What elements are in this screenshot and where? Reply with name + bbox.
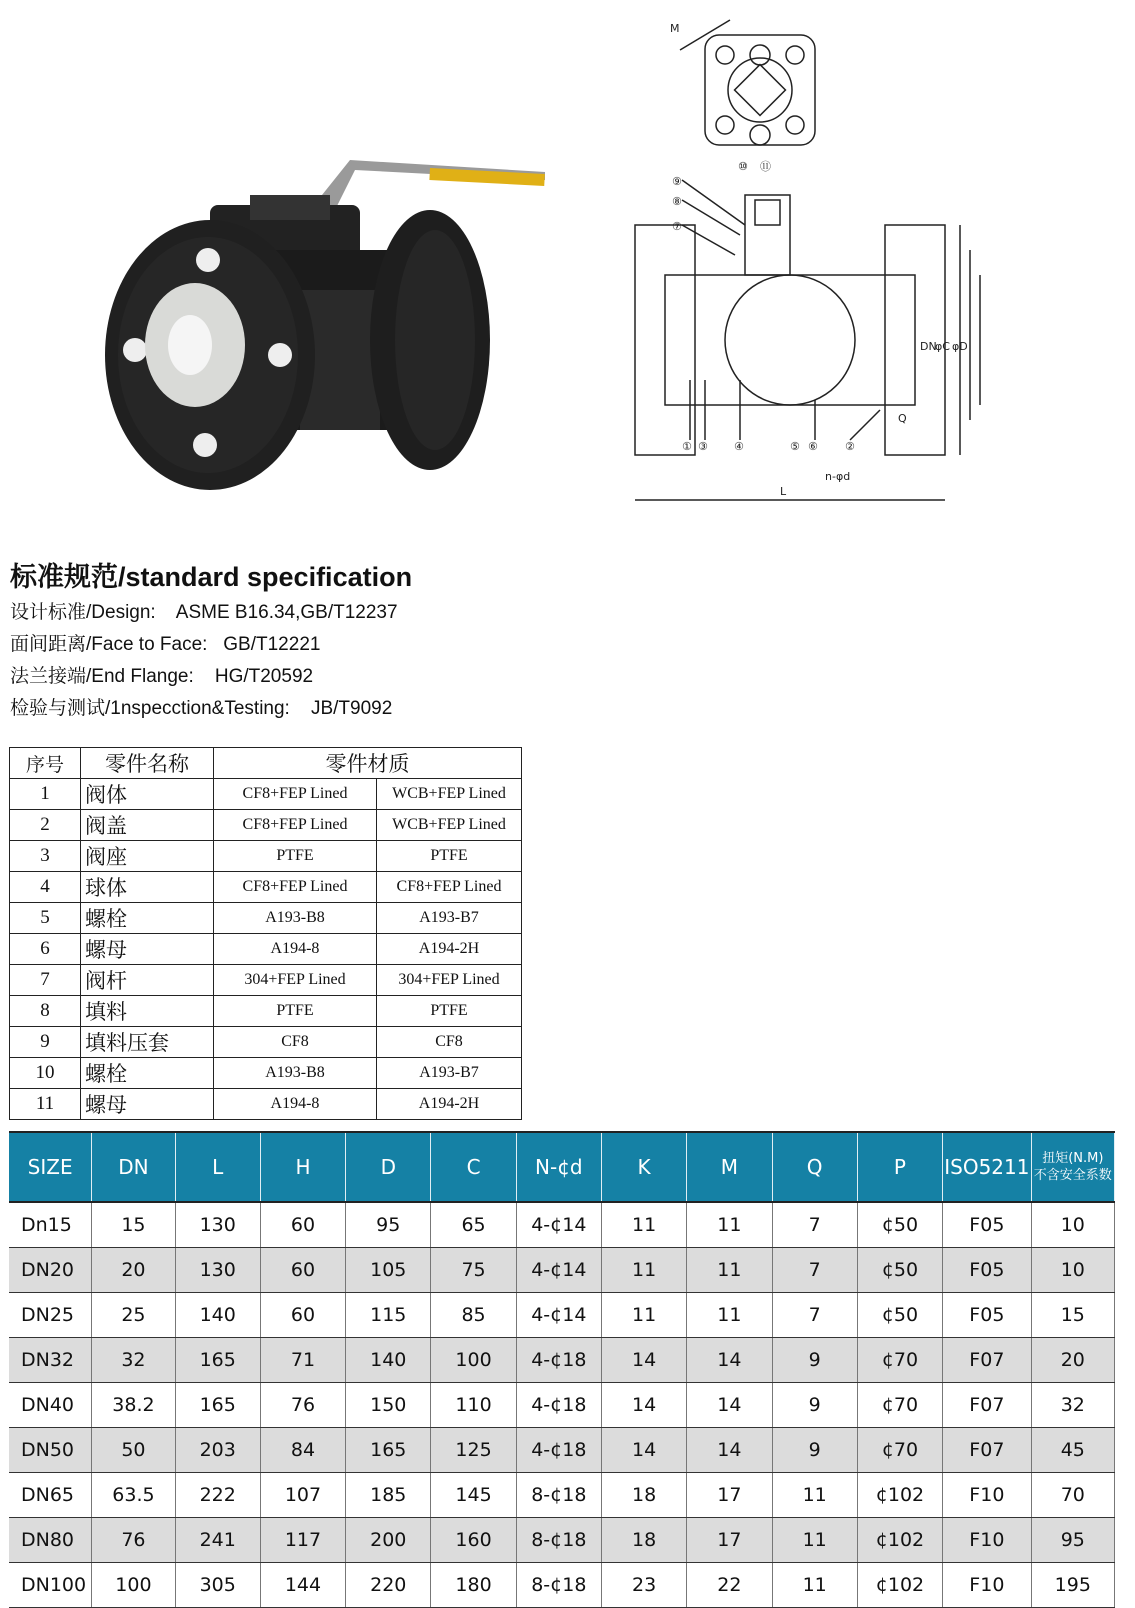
size-cell: 18 xyxy=(601,1473,686,1518)
size-cell: 14 xyxy=(601,1383,686,1428)
size-cell: 11 xyxy=(772,1473,857,1518)
spec-title: 标准规范/standard specification xyxy=(10,562,413,592)
size-cell: F10 xyxy=(943,1563,1032,1608)
size-col-7: K xyxy=(601,1132,686,1202)
size-cell: 130 xyxy=(175,1248,260,1293)
dim-d: φD xyxy=(952,340,968,353)
size-cell: 100 xyxy=(431,1338,516,1383)
size-col-3: H xyxy=(260,1132,345,1202)
part-material-cf8: CF8+FEP Lined xyxy=(214,779,377,810)
size-cell: 8-¢18 xyxy=(516,1473,601,1518)
size-table xyxy=(9,1131,1115,1608)
size-cell: 220 xyxy=(346,1563,431,1608)
size-col-torque xyxy=(1031,1132,1114,1202)
size-cell: 95 xyxy=(1031,1518,1114,1563)
size-cell: ¢50 xyxy=(857,1202,942,1248)
parts-row xyxy=(10,965,522,996)
size-row xyxy=(9,1473,1115,1518)
size-cell: 160 xyxy=(431,1518,516,1563)
size-cell: 105 xyxy=(346,1248,431,1293)
size-col-0: SIZE xyxy=(9,1132,92,1202)
size-cell: 4-¢18 xyxy=(516,1338,601,1383)
size-row xyxy=(9,1202,1115,1248)
size-cell: 222 xyxy=(175,1473,260,1518)
part-material-cf8: A194-8 xyxy=(214,934,377,965)
part-material-wcb: A194-2H xyxy=(377,1089,522,1120)
part-material-cf8: PTFE xyxy=(214,996,377,1027)
size-cell: 10 xyxy=(1031,1202,1114,1248)
dim-nd: n-φd xyxy=(825,470,851,483)
size-cell: F10 xyxy=(943,1518,1032,1563)
part-number: 8 xyxy=(10,996,81,1027)
size-cell: 8-¢18 xyxy=(516,1563,601,1608)
size-cell: 32 xyxy=(1031,1383,1114,1428)
size-col-5: C xyxy=(431,1132,516,1202)
parts-row xyxy=(10,934,522,965)
size-cell: 117 xyxy=(260,1518,345,1563)
callout-3: ③ xyxy=(698,440,708,453)
part-name: 螺母 xyxy=(81,1089,214,1120)
callout-11: ⑪ xyxy=(760,160,771,173)
size-cell: 195 xyxy=(1031,1563,1114,1608)
size-cell: F05 xyxy=(943,1293,1032,1338)
part-number: 2 xyxy=(10,810,81,841)
callout-7: ⑦ xyxy=(672,220,682,233)
size-cell: 17 xyxy=(687,1473,772,1518)
size-cell: DN50 xyxy=(9,1428,92,1473)
size-cell: 22 xyxy=(687,1563,772,1608)
parts-row xyxy=(10,996,522,1027)
size-cell: 17 xyxy=(687,1518,772,1563)
size-cell: 165 xyxy=(346,1428,431,1473)
size-col-6: N-¢d xyxy=(516,1132,601,1202)
part-material-cf8: PTFE xyxy=(214,841,377,872)
size-cell: F10 xyxy=(943,1473,1032,1518)
part-number: 3 xyxy=(10,841,81,872)
dim-c: φC xyxy=(935,340,950,353)
spec-design: 设计标准/Design: ASME B16.34,GB/T12237 xyxy=(10,602,398,623)
size-cell: 14 xyxy=(601,1338,686,1383)
part-number: 4 xyxy=(10,872,81,903)
part-name: 阀盖 xyxy=(81,810,214,841)
part-material-cf8: CF8 xyxy=(214,1027,377,1058)
size-cell: 8-¢18 xyxy=(516,1518,601,1563)
size-row xyxy=(9,1383,1115,1428)
part-name: 螺栓 xyxy=(81,1058,214,1089)
size-cell: 71 xyxy=(260,1338,345,1383)
parts-table xyxy=(9,747,522,1120)
part-name: 填料压套 xyxy=(81,1027,214,1058)
size-cell: 65 xyxy=(431,1202,516,1248)
size-row xyxy=(9,1563,1115,1608)
size-cell: 60 xyxy=(260,1248,345,1293)
size-cell: 25 xyxy=(92,1293,175,1338)
size-cell: 60 xyxy=(260,1293,345,1338)
dim-m: M xyxy=(670,22,680,35)
callout-5: ⑤ xyxy=(790,440,800,453)
size-row xyxy=(9,1293,1115,1338)
parts-row xyxy=(10,903,522,934)
size-cell: ¢50 xyxy=(857,1293,942,1338)
size-cell: 4-¢18 xyxy=(516,1428,601,1473)
size-cell: 11 xyxy=(687,1293,772,1338)
size-cell: 130 xyxy=(175,1202,260,1248)
size-cell: DN80 xyxy=(9,1518,92,1563)
part-material-wcb: WCB+FEP Lined xyxy=(377,810,522,841)
size-cell: 4-¢14 xyxy=(516,1293,601,1338)
size-cell: DN20 xyxy=(9,1248,92,1293)
parts-row xyxy=(10,779,522,810)
size-row xyxy=(9,1248,1115,1293)
size-cell: DN65 xyxy=(9,1473,92,1518)
cross-section-drawing xyxy=(630,10,1010,510)
size-cell: 9 xyxy=(772,1338,857,1383)
part-material-wcb: CF8 xyxy=(377,1027,522,1058)
size-cell: 200 xyxy=(346,1518,431,1563)
part-name: 阀座 xyxy=(81,841,214,872)
callout-4: ④ xyxy=(734,440,744,453)
size-cell: 185 xyxy=(346,1473,431,1518)
size-cell: 15 xyxy=(1031,1293,1114,1338)
size-cell: 95 xyxy=(346,1202,431,1248)
size-cell: 14 xyxy=(601,1428,686,1473)
dim-q: Q xyxy=(898,412,907,425)
size-cell: F07 xyxy=(943,1383,1032,1428)
callout-9: ⑨ xyxy=(672,175,682,188)
size-row xyxy=(9,1518,1115,1563)
part-material-wcb: CF8+FEP Lined xyxy=(377,872,522,903)
part-material-wcb: 304+FEP Lined xyxy=(377,965,522,996)
parts-row xyxy=(10,1089,522,1120)
size-cell: 14 xyxy=(687,1338,772,1383)
size-col-4: D xyxy=(346,1132,431,1202)
size-cell: 110 xyxy=(431,1383,516,1428)
size-col-1: DN xyxy=(92,1132,175,1202)
callout-6: ⑥ xyxy=(808,440,818,453)
size-cell: 38.2 xyxy=(92,1383,175,1428)
part-material-cf8: CF8+FEP Lined xyxy=(214,872,377,903)
size-cell: 85 xyxy=(431,1293,516,1338)
size-cell: 70 xyxy=(1031,1473,1114,1518)
size-cell: 63.5 xyxy=(92,1473,175,1518)
part-name: 阀体 xyxy=(81,779,214,810)
size-cell: 145 xyxy=(431,1473,516,1518)
part-number: 7 xyxy=(10,965,81,996)
size-cell: DN25 xyxy=(9,1293,92,1338)
size-cell: 9 xyxy=(772,1383,857,1428)
size-cell: F07 xyxy=(943,1338,1032,1383)
size-cell: 125 xyxy=(431,1428,516,1473)
part-name: 螺栓 xyxy=(81,903,214,934)
size-cell: 140 xyxy=(346,1338,431,1383)
size-col-9: Q xyxy=(772,1132,857,1202)
size-cell: DN32 xyxy=(9,1338,92,1383)
size-cell: 107 xyxy=(260,1473,345,1518)
part-name: 螺母 xyxy=(81,934,214,965)
part-material-wcb: A194-2H xyxy=(377,934,522,965)
size-col-2: L xyxy=(175,1132,260,1202)
part-material-wcb: PTFE xyxy=(377,996,522,1027)
callout-2: ② xyxy=(845,440,855,453)
size-cell: 20 xyxy=(1031,1338,1114,1383)
size-cell: 76 xyxy=(92,1518,175,1563)
parts-col-material: 零件材质 xyxy=(214,748,522,779)
size-cell: 84 xyxy=(260,1428,345,1473)
size-cell: 7 xyxy=(772,1293,857,1338)
spec-testing: 检验与测试/1nspecction&Testing: JB/T9092 xyxy=(10,698,393,719)
parts-row xyxy=(10,1027,522,1058)
size-cell: ¢70 xyxy=(857,1428,942,1473)
parts-header-row xyxy=(10,748,522,779)
parts-row xyxy=(10,1058,522,1089)
callout-1: ① xyxy=(682,440,692,453)
size-cell: 50 xyxy=(92,1428,175,1473)
size-col-10: P xyxy=(857,1132,942,1202)
spec-end-flange: 法兰接端/End Flange: HG/T20592 xyxy=(10,666,314,687)
size-cell: 7 xyxy=(772,1202,857,1248)
part-material-cf8: A193-B8 xyxy=(214,903,377,934)
size-cell: 45 xyxy=(1031,1428,1114,1473)
size-cell: 11 xyxy=(601,1248,686,1293)
size-cell: 4-¢14 xyxy=(516,1202,601,1248)
parts-row xyxy=(10,810,522,841)
size-cell: 14 xyxy=(687,1428,772,1473)
size-cell: 305 xyxy=(175,1563,260,1608)
size-cell: 11 xyxy=(601,1202,686,1248)
parts-row xyxy=(10,872,522,903)
part-material-cf8: CF8+FEP Lined xyxy=(214,810,377,841)
parts-col-no: 序号 xyxy=(10,748,81,779)
size-cell: 11 xyxy=(687,1248,772,1293)
part-material-cf8: A194-8 xyxy=(214,1089,377,1120)
size-header-row xyxy=(9,1132,1115,1202)
size-cell: 100 xyxy=(92,1563,175,1608)
torque-header-line: 不含安全系数 xyxy=(1033,1168,1112,1183)
size-cell: DN40 xyxy=(9,1383,92,1428)
size-cell: 32 xyxy=(92,1338,175,1383)
size-cell: ¢70 xyxy=(857,1383,942,1428)
size-cell: 23 xyxy=(601,1563,686,1608)
size-cell: 60 xyxy=(260,1202,345,1248)
size-cell: 180 xyxy=(431,1563,516,1608)
size-cell: 115 xyxy=(346,1293,431,1338)
part-number: 6 xyxy=(10,934,81,965)
callout-8: ⑧ xyxy=(672,195,682,208)
part-material-wcb: WCB+FEP Lined xyxy=(377,779,522,810)
size-cell: 11 xyxy=(772,1518,857,1563)
size-cell: 14 xyxy=(687,1383,772,1428)
part-number: 11 xyxy=(10,1089,81,1120)
size-cell: ¢102 xyxy=(857,1563,942,1608)
parts-row xyxy=(10,841,522,872)
part-name: 阀杆 xyxy=(81,965,214,996)
size-cell: 4-¢18 xyxy=(516,1383,601,1428)
part-number: 10 xyxy=(10,1058,81,1089)
dim-dn: DN xyxy=(920,340,937,353)
size-cell: 20 xyxy=(92,1248,175,1293)
callout-10: ⑩ xyxy=(738,160,748,173)
valve-photo xyxy=(100,150,560,510)
torque-header-line: 扭矩(N.M) xyxy=(1042,1151,1104,1166)
size-row xyxy=(9,1338,1115,1383)
size-cell: F07 xyxy=(943,1428,1032,1473)
size-cell: 203 xyxy=(175,1428,260,1473)
dim-l: L xyxy=(780,485,787,498)
part-number: 1 xyxy=(10,779,81,810)
size-cell: 75 xyxy=(431,1248,516,1293)
size-cell: 9 xyxy=(772,1428,857,1473)
size-cell: 15 xyxy=(92,1202,175,1248)
spec-face-to-face: 面间距离/Face to Face: GB/T12221 xyxy=(10,634,321,655)
size-col-8: M xyxy=(687,1132,772,1202)
part-number: 5 xyxy=(10,903,81,934)
size-cell: 11 xyxy=(687,1202,772,1248)
size-cell: F05 xyxy=(943,1248,1032,1293)
part-material-wcb: A193-B7 xyxy=(377,1058,522,1089)
part-name: 填料 xyxy=(81,996,214,1027)
size-cell: Dn15 xyxy=(9,1202,92,1248)
part-name: 球体 xyxy=(81,872,214,903)
size-cell: ¢102 xyxy=(857,1518,942,1563)
parts-col-name: 零件名称 xyxy=(81,748,214,779)
size-row xyxy=(9,1428,1115,1473)
size-cell: 140 xyxy=(175,1293,260,1338)
size-cell: 76 xyxy=(260,1383,345,1428)
size-cell: 241 xyxy=(175,1518,260,1563)
size-cell: 144 xyxy=(260,1563,345,1608)
size-cell: 4-¢14 xyxy=(516,1248,601,1293)
part-material-cf8: 304+FEP Lined xyxy=(214,965,377,996)
size-cell: 7 xyxy=(772,1248,857,1293)
size-cell: DN100 xyxy=(9,1563,92,1608)
part-material-cf8: A193-B8 xyxy=(214,1058,377,1089)
size-col-11: ISO5211 xyxy=(943,1132,1032,1202)
size-cell: ¢102 xyxy=(857,1473,942,1518)
part-number: 9 xyxy=(10,1027,81,1058)
part-material-wcb: A193-B7 xyxy=(377,903,522,934)
size-cell: F05 xyxy=(943,1202,1032,1248)
size-cell: 18 xyxy=(601,1518,686,1563)
size-cell: 10 xyxy=(1031,1248,1114,1293)
size-cell: 165 xyxy=(175,1383,260,1428)
size-cell: 11 xyxy=(601,1293,686,1338)
part-material-wcb: PTFE xyxy=(377,841,522,872)
size-cell: ¢70 xyxy=(857,1338,942,1383)
size-cell: ¢50 xyxy=(857,1248,942,1293)
size-cell: 11 xyxy=(772,1563,857,1608)
size-cell: 150 xyxy=(346,1383,431,1428)
size-cell: 165 xyxy=(175,1338,260,1383)
